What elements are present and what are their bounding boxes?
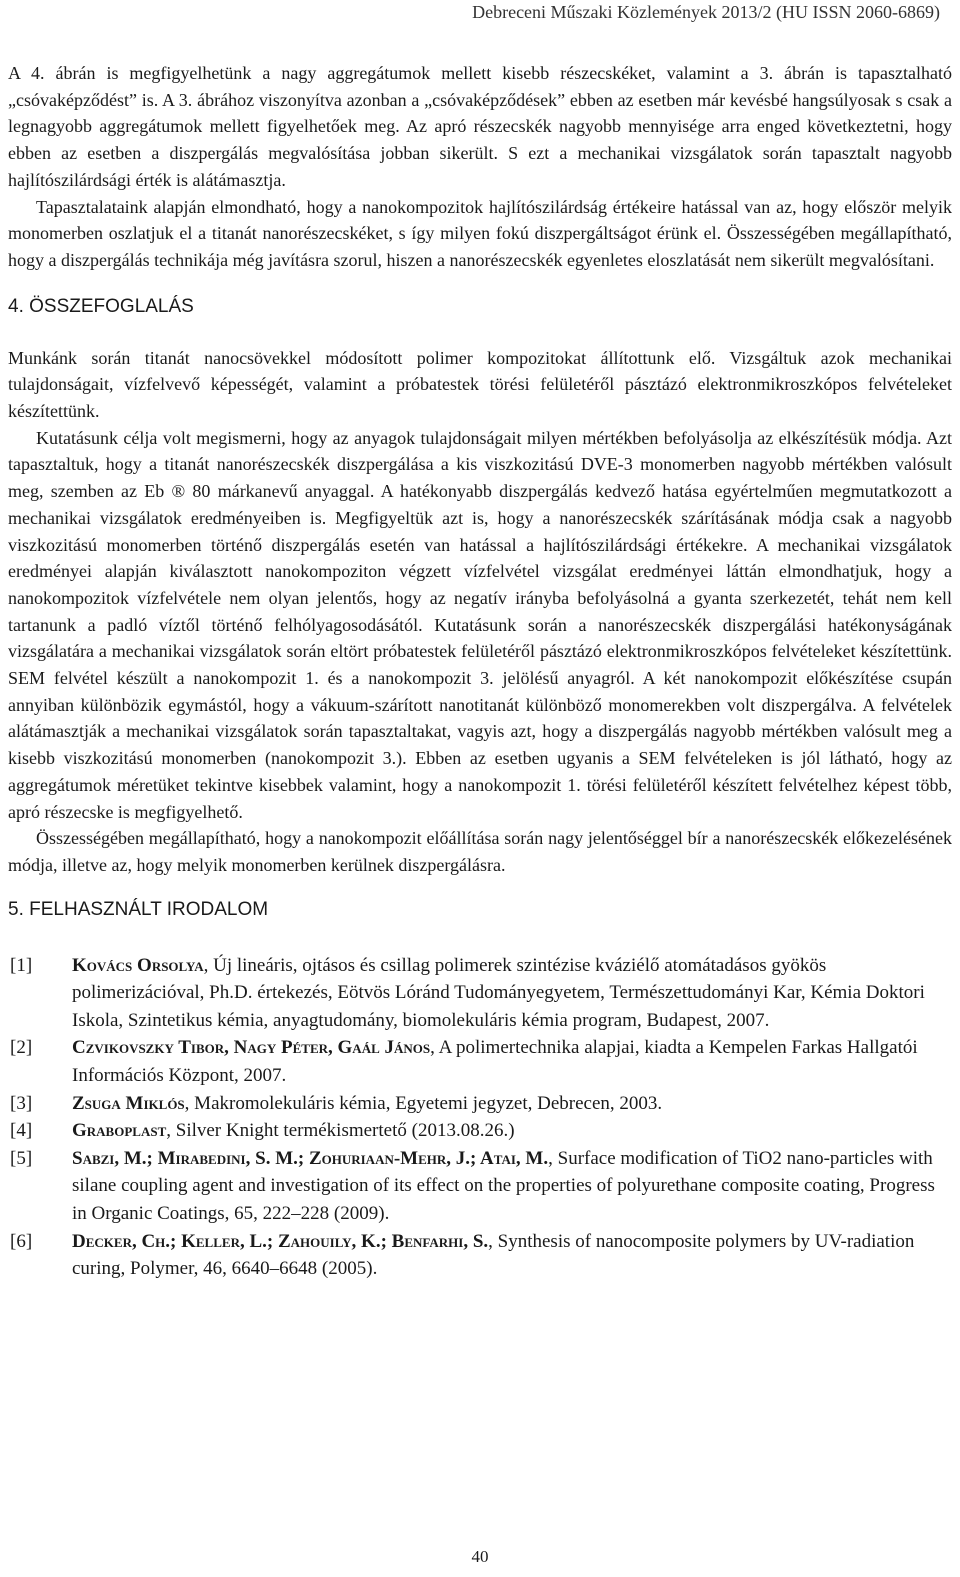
section-heading-summary: 4. ÖSSZEFOGLALÁS: [8, 295, 194, 317]
page-number: 40: [471, 1547, 489, 1566]
reference-item: [8, 1090, 952, 1118]
reference-list: [8, 952, 952, 1283]
reference-authors: Zsuga Miklós: [72, 1092, 185, 1114]
reference-number: [6]: [10, 1230, 33, 1252]
reference-authors: Sabzi, M.; Mirabedini, S. M.; Zohuriaan-Mehr, J.; Atai, M.: [72, 1147, 549, 1169]
section-heading-references: 5. FELHASZNÁLT IRODALOM: [8, 898, 269, 920]
reference-authors: Graboplast: [72, 1120, 167, 1142]
page-content: [8, 60, 952, 1283]
reference-number: [4]: [10, 1120, 33, 1142]
reference-text: , Új lineáris, ojtásos és csillag polimerek szintézise kváziélő atomátadásos gyökös polimerizációval, Ph.D. értekezés, Eötvös Lóránd Tudományegyetem, Természettudományi Kar, Kémia Doktori Iskola, Szintetikus kémia, anyagtudomány, biomolekuláris kémia program, Budapest, 2007.: [72, 954, 925, 1031]
paragraph: Kutatásunk célja volt megismerni, hogy az anyagok tulajdonságait milyen mértékben befolyásolja az elkészítésük módja. Azt tapasztaltuk, hogy a titanát nanorészecskék diszpergálása a kis viszkozitású DVE-3 monomerben nagyobb mértékben valósult meg, szemben az Eb ® 80 márkanevű anyaggal. A hatékonyabb diszpergálás kedvező hatása egyértelműen megmutatkozott a mechanikai vizsgálatok eredményeiben is. Megfigyeltük azt is, hogy a nanorészecskék szárításának módja csak a nagyobb viszkozitású monomerben történő diszpergálás esetén van hatással a hajlítószilárdsági értékekre. A mechanikai vizsgálatok eredményei alapján kiválasztott nanokompoziton végzett vízfelvétel vizsgálat eredményei láttán elmondhatjuk, hogy a nanokompozitok vízfelvétele nem olyan jelentős, hogy az negatív irányba befolyásolná a gyanta szerkezetét, tehát nem kell tartanunk a padló víztől történő felhólyagosodásától. Kutatásunk során a nanorészecskék diszpergálási hatékonyságának vizsgálatára a mechanikai vizsgálatok során eltört próbatestek felületéről pásztázó elektronmikroszkópos felvételeket készítettünk. SEM felvétel készült a nanokompozit 1. és a nanokompozit 3. jelölésű anyagról. A két nanokompozit előkészítése csupán annyiban különbözik egymástól, hogy a vákuum-szárított nanotitanát különböző monomerekben volt diszpergálva. A felvételek alátámasztják a mechanikai vizsgálatok során tapasztaltakat, vagyis azt, hogy a diszpergálás nagyobb mértékben valósult meg a kisebb viszkozitású monomerben (nanokompozit 3.). Ebben az esetben ugyanis a SEM felvételeken is jól látható, hogy az aggregátumok méretüket tekintve kisebbek valamint, hogy a nanokompozit 1. törési felületéről készített felvételhez képest több, apró részecske is megfigyelhető.: [8, 427, 952, 822]
reference-text: , Silver Knight termékismertető (2013.08.26.): [166, 1120, 515, 1142]
reference-number: [2]: [10, 1037, 33, 1059]
reference-number: [3]: [10, 1092, 33, 1114]
reference-authors: Czvikovszky Tibor, Nagy Péter, Gaál János: [72, 1037, 431, 1059]
reference-item: [8, 1034, 952, 1089]
reference-text: , Synthesis of nanocomposite polymers by UV-radiation curing, Polymer, 46, 6640–6648 (2005).: [72, 1230, 915, 1280]
reference-item: [8, 952, 952, 1035]
reference-item: [8, 1228, 952, 1283]
reference-text: , Surface modification of TiO2 nano-particles with silane coupling agent and investigation of its effect on the properties of polyurethane composite coating, Progress in Organic Coatings, 65, 222–228 (2009).: [72, 1147, 935, 1225]
paragraph: Összességében megállapítható, hogy a nanokompozit előállítása során nagy jelentőséggel bír a nanorészecskék előkezelésének módja, illetve az, hogy melyik monomerben kerülnek diszpergálásra.: [8, 828, 952, 875]
paragraph: A 4. ábrán is megfigyelhetünk a nagy aggregátumok mellett kisebb részecskéket, valamint a 3. ábrán is tapasztalható „csóvaképződést” is. A 3. ábrához viszonyítva azonban a „csóvaképződések” ebben az esetben már kevésbé hangsúlyosak s csak a legnagyobb aggregátumok mellett figyelhetőek meg. Az apró részecskék nagyobb mennyisége arra enged következtetni, hogy ebben az esetben a diszpergálás megvalósítása jobban sikerült. S ezt a mechanikai vizsgálatok során tapasztalt nagyobb hajlítószilárdsági érték is alátámasztja.: [8, 63, 952, 190]
reference-item: [8, 1145, 952, 1228]
reference-number: [5]: [10, 1147, 33, 1169]
journal-header: Debreceni Műszaki Közlemények 2013/2 (HU ISSN 2060-6869): [472, 2, 940, 22]
paragraph: Tapasztalataink alapján elmondható, hogy a nanokompozitok hajlítószilárdság értékeire hatással van az, hogy először melyik monomerben oszlatjuk el a titanát nanorészecskéket, s így milyen fokú diszpergáltságot érünk el. Összességében megállapítható, hogy a diszpergálás technikája még javításra szorul, hiszen a nanorészecskék egyenletes eloszlatását nem sikerült megvalósítani.: [8, 196, 952, 270]
reference-authors: Kovács Orsolya: [72, 954, 204, 976]
reference-text: , Makromolekuláris kémia, Egyetemi jegyzet, Debrecen, 2003.: [184, 1092, 663, 1114]
paragraph: Munkánk során titanát nanocsövekkel módosított polimer kompozitokat állítottunk elő. Vizsgáltuk azok mechanikai tulajdonságait, vízfelvevő képességét, valamint a próbatestek törési felületéről pásztázó elektronmikroszkópos felvételeket készítettünk.: [8, 347, 952, 422]
reference-authors: Decker, Ch.; Keller, L.; Zahouily, K.; Benfarhi, S.: [72, 1230, 489, 1252]
reference-item: [8, 1117, 952, 1145]
reference-number: [1]: [10, 954, 33, 976]
reference-text: , A polimertechnika alapjai, kiadta a Kempelen Farkas Hallgatói Információs Központ, 2007.: [72, 1037, 918, 1087]
